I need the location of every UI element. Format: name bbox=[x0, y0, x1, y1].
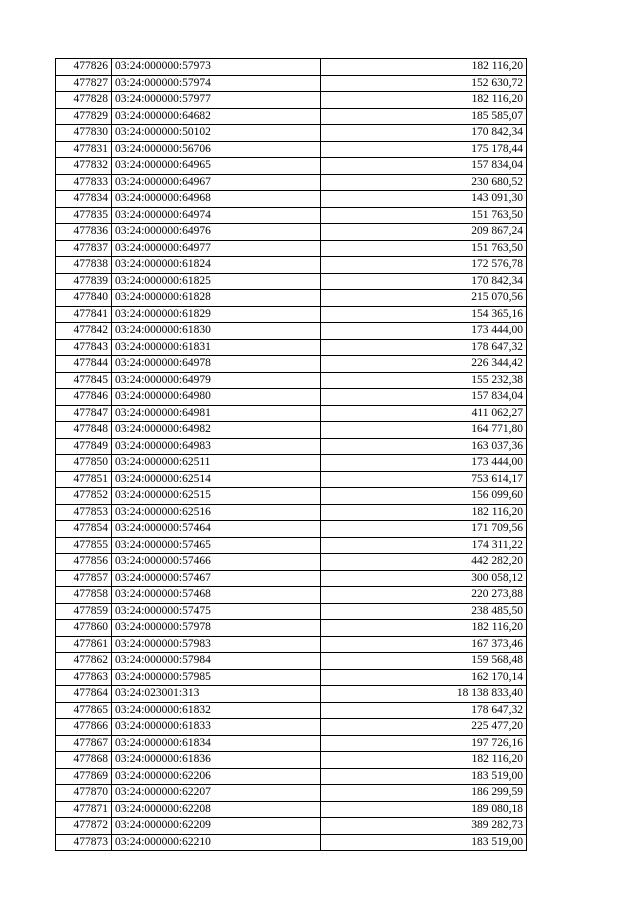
cadastral-number-cell: 03:24:000000:61832 bbox=[112, 702, 321, 719]
cadastral-value-cell: 178 647,32 bbox=[321, 339, 527, 356]
table-row bbox=[56, 125, 527, 142]
cadastral-value-cell: 300 058,12 bbox=[321, 570, 527, 587]
cadastral-value-cell: 753 614,17 bbox=[321, 471, 527, 488]
table-row bbox=[56, 108, 527, 125]
cadastral-value-cell: 226 344,42 bbox=[321, 356, 527, 373]
cadastral-value-cell: 182 116,20 bbox=[321, 504, 527, 521]
cadastral-value-cell: 156 099,60 bbox=[321, 488, 527, 505]
table-row bbox=[56, 59, 527, 76]
table-row bbox=[56, 653, 527, 670]
cadastral-value-cell: 151 763,50 bbox=[321, 240, 527, 257]
cadastral-number-cell: 03:24:000000:57467 bbox=[112, 570, 321, 587]
cadastral-number-cell: 03:24:000000:56706 bbox=[112, 141, 321, 158]
cadastral-value-cell: 186 299,59 bbox=[321, 785, 527, 802]
cadastral-number-cell: 03:24:000000:62515 bbox=[112, 488, 321, 505]
row-number-cell: 477863 bbox=[56, 669, 112, 686]
table-row bbox=[56, 290, 527, 307]
table-row bbox=[56, 389, 527, 406]
table-row bbox=[56, 554, 527, 571]
cadastral-value-cell: 173 444,00 bbox=[321, 455, 527, 472]
cadastral-value-table bbox=[55, 58, 527, 851]
cadastral-number-cell: 03:24:000000:57978 bbox=[112, 620, 321, 637]
cadastral-number-cell: 03:24:000000:62206 bbox=[112, 768, 321, 785]
row-number-cell: 477850 bbox=[56, 455, 112, 472]
row-number-cell: 477860 bbox=[56, 620, 112, 637]
cadastral-value-cell: 238 485,50 bbox=[321, 603, 527, 620]
row-number-cell: 477840 bbox=[56, 290, 112, 307]
table-row bbox=[56, 273, 527, 290]
row-number-cell: 477857 bbox=[56, 570, 112, 587]
document-page bbox=[55, 58, 527, 851]
row-number-cell: 477849 bbox=[56, 438, 112, 455]
cadastral-number-cell: 03:24:000000:57468 bbox=[112, 587, 321, 604]
row-number-cell: 477827 bbox=[56, 75, 112, 92]
table-row bbox=[56, 306, 527, 323]
row-number-cell: 477853 bbox=[56, 504, 112, 521]
row-number-cell: 477843 bbox=[56, 339, 112, 356]
cadastral-value-cell: 164 771,80 bbox=[321, 422, 527, 439]
table-row bbox=[56, 570, 527, 587]
row-number-cell: 477854 bbox=[56, 521, 112, 538]
cadastral-number-cell: 03:24:000000:57475 bbox=[112, 603, 321, 620]
cadastral-number-cell: 03:24:000000:57983 bbox=[112, 636, 321, 653]
table-row bbox=[56, 356, 527, 373]
cadastral-value-cell: 170 842,34 bbox=[321, 273, 527, 290]
table-row bbox=[56, 339, 527, 356]
row-number-cell: 477862 bbox=[56, 653, 112, 670]
row-number-cell: 477833 bbox=[56, 174, 112, 191]
cadastral-value-cell: 175 178,44 bbox=[321, 141, 527, 158]
table-row bbox=[56, 669, 527, 686]
cadastral-number-cell: 03:24:000000:62210 bbox=[112, 834, 321, 851]
table-row bbox=[56, 537, 527, 554]
cadastral-number-cell: 03:24:000000:61831 bbox=[112, 339, 321, 356]
table-row bbox=[56, 702, 527, 719]
row-number-cell: 477870 bbox=[56, 785, 112, 802]
cadastral-value-cell: 209 867,24 bbox=[321, 224, 527, 241]
cadastral-number-cell: 03:24:023001:313 bbox=[112, 686, 321, 703]
row-number-cell: 477832 bbox=[56, 158, 112, 175]
cadastral-value-cell: 173 444,00 bbox=[321, 323, 527, 340]
cadastral-number-cell: 03:24:000000:57464 bbox=[112, 521, 321, 538]
table-row bbox=[56, 719, 527, 736]
cadastral-value-cell: 182 116,20 bbox=[321, 59, 527, 76]
cadastral-value-cell: 178 647,32 bbox=[321, 702, 527, 719]
cadastral-number-cell: 03:24:000000:62207 bbox=[112, 785, 321, 802]
cadastral-number-cell: 03:24:000000:64682 bbox=[112, 108, 321, 125]
row-number-cell: 477867 bbox=[56, 735, 112, 752]
cadastral-number-cell: 03:24:000000:64978 bbox=[112, 356, 321, 373]
cadastral-number-cell: 03:24:000000:57973 bbox=[112, 59, 321, 76]
row-number-cell: 477858 bbox=[56, 587, 112, 604]
cadastral-value-cell: 159 568,48 bbox=[321, 653, 527, 670]
cadastral-value-cell: 151 763,50 bbox=[321, 207, 527, 224]
cadastral-value-cell: 162 170,14 bbox=[321, 669, 527, 686]
row-number-cell: 477864 bbox=[56, 686, 112, 703]
cadastral-number-cell: 03:24:000000:61825 bbox=[112, 273, 321, 290]
cadastral-number-cell: 03:24:000000:64976 bbox=[112, 224, 321, 241]
cadastral-value-cell: 411 062,27 bbox=[321, 405, 527, 422]
cadastral-number-cell: 03:24:000000:64965 bbox=[112, 158, 321, 175]
cadastral-value-cell: 143 091,30 bbox=[321, 191, 527, 208]
row-number-cell: 477831 bbox=[56, 141, 112, 158]
table-body bbox=[56, 59, 527, 851]
row-number-cell: 477859 bbox=[56, 603, 112, 620]
row-number-cell: 477842 bbox=[56, 323, 112, 340]
table-row bbox=[56, 686, 527, 703]
row-number-cell: 477855 bbox=[56, 537, 112, 554]
cadastral-number-cell: 03:24:000000:64980 bbox=[112, 389, 321, 406]
cadastral-number-cell: 03:24:000000:61834 bbox=[112, 735, 321, 752]
table-row bbox=[56, 752, 527, 769]
cadastral-number-cell: 03:24:000000:62514 bbox=[112, 471, 321, 488]
table-row bbox=[56, 422, 527, 439]
row-number-cell: 477873 bbox=[56, 834, 112, 851]
table-row bbox=[56, 785, 527, 802]
cadastral-value-cell: 171 709,56 bbox=[321, 521, 527, 538]
cadastral-value-cell: 174 311,22 bbox=[321, 537, 527, 554]
table-row bbox=[56, 818, 527, 835]
cadastral-value-cell: 167 373,46 bbox=[321, 636, 527, 653]
row-number-cell: 477826 bbox=[56, 59, 112, 76]
cadastral-value-cell: 183 519,00 bbox=[321, 834, 527, 851]
cadastral-number-cell: 03:24:000000:61829 bbox=[112, 306, 321, 323]
cadastral-value-cell: 183 519,00 bbox=[321, 768, 527, 785]
row-number-cell: 477838 bbox=[56, 257, 112, 274]
table-row bbox=[56, 174, 527, 191]
table-row bbox=[56, 504, 527, 521]
row-number-cell: 477841 bbox=[56, 306, 112, 323]
cadastral-value-cell: 389 282,73 bbox=[321, 818, 527, 835]
cadastral-number-cell: 03:24:000000:62511 bbox=[112, 455, 321, 472]
table-row bbox=[56, 92, 527, 109]
cadastral-number-cell: 03:24:000000:57465 bbox=[112, 537, 321, 554]
table-row bbox=[56, 620, 527, 637]
cadastral-value-cell: 185 585,07 bbox=[321, 108, 527, 125]
cadastral-number-cell: 03:24:000000:57984 bbox=[112, 653, 321, 670]
table-row bbox=[56, 158, 527, 175]
table-row bbox=[56, 834, 527, 851]
cadastral-value-cell: 182 116,20 bbox=[321, 92, 527, 109]
cadastral-number-cell: 03:24:000000:61830 bbox=[112, 323, 321, 340]
row-number-cell: 477829 bbox=[56, 108, 112, 125]
table-row bbox=[56, 636, 527, 653]
table-row bbox=[56, 372, 527, 389]
row-number-cell: 477828 bbox=[56, 92, 112, 109]
cadastral-value-cell: 220 273,88 bbox=[321, 587, 527, 604]
cadastral-value-cell: 152 630,72 bbox=[321, 75, 527, 92]
table-row bbox=[56, 224, 527, 241]
row-number-cell: 477865 bbox=[56, 702, 112, 719]
cadastral-number-cell: 03:24:000000:64982 bbox=[112, 422, 321, 439]
row-number-cell: 477844 bbox=[56, 356, 112, 373]
table-row bbox=[56, 207, 527, 224]
cadastral-number-cell: 03:24:000000:64981 bbox=[112, 405, 321, 422]
cadastral-number-cell: 03:24:000000:57977 bbox=[112, 92, 321, 109]
cadastral-value-cell: 157 834,04 bbox=[321, 389, 527, 406]
cadastral-value-cell: 170 842,34 bbox=[321, 125, 527, 142]
row-number-cell: 477848 bbox=[56, 422, 112, 439]
row-number-cell: 477871 bbox=[56, 801, 112, 818]
row-number-cell: 477851 bbox=[56, 471, 112, 488]
row-number-cell: 477830 bbox=[56, 125, 112, 142]
table-row bbox=[56, 191, 527, 208]
cadastral-value-cell: 18 138 833,40 bbox=[321, 686, 527, 703]
cadastral-number-cell: 03:24:000000:62516 bbox=[112, 504, 321, 521]
cadastral-value-cell: 197 726,16 bbox=[321, 735, 527, 752]
cadastral-value-cell: 163 037,36 bbox=[321, 438, 527, 455]
cadastral-value-cell: 215 070,56 bbox=[321, 290, 527, 307]
cadastral-number-cell: 03:24:000000:64979 bbox=[112, 372, 321, 389]
table-row bbox=[56, 587, 527, 604]
cadastral-value-cell: 155 232,38 bbox=[321, 372, 527, 389]
cadastral-number-cell: 03:24:000000:64977 bbox=[112, 240, 321, 257]
table-row bbox=[56, 603, 527, 620]
row-number-cell: 477861 bbox=[56, 636, 112, 653]
cadastral-number-cell: 03:24:000000:64983 bbox=[112, 438, 321, 455]
cadastral-value-cell: 182 116,20 bbox=[321, 620, 527, 637]
cadastral-value-cell: 182 116,20 bbox=[321, 752, 527, 769]
cadastral-value-cell: 189 080,18 bbox=[321, 801, 527, 818]
cadastral-number-cell: 03:24:000000:64968 bbox=[112, 191, 321, 208]
row-number-cell: 477856 bbox=[56, 554, 112, 571]
cadastral-number-cell: 03:24:000000:57974 bbox=[112, 75, 321, 92]
row-number-cell: 477847 bbox=[56, 405, 112, 422]
cadastral-number-cell: 03:24:000000:62208 bbox=[112, 801, 321, 818]
cadastral-value-cell: 230 680,52 bbox=[321, 174, 527, 191]
cadastral-value-cell: 442 282,20 bbox=[321, 554, 527, 571]
cadastral-value-cell: 154 365,16 bbox=[321, 306, 527, 323]
table-row bbox=[56, 257, 527, 274]
cadastral-number-cell: 03:24:000000:64974 bbox=[112, 207, 321, 224]
table-row bbox=[56, 768, 527, 785]
table-row bbox=[56, 240, 527, 257]
row-number-cell: 477866 bbox=[56, 719, 112, 736]
row-number-cell: 477868 bbox=[56, 752, 112, 769]
cadastral-number-cell: 03:24:000000:57985 bbox=[112, 669, 321, 686]
cadastral-number-cell: 03:24:000000:64967 bbox=[112, 174, 321, 191]
row-number-cell: 477836 bbox=[56, 224, 112, 241]
table-row bbox=[56, 735, 527, 752]
row-number-cell: 477872 bbox=[56, 818, 112, 835]
table-row bbox=[56, 801, 527, 818]
table-row bbox=[56, 405, 527, 422]
row-number-cell: 477869 bbox=[56, 768, 112, 785]
row-number-cell: 477837 bbox=[56, 240, 112, 257]
table-row bbox=[56, 141, 527, 158]
cadastral-number-cell: 03:24:000000:62209 bbox=[112, 818, 321, 835]
cadastral-number-cell: 03:24:000000:61828 bbox=[112, 290, 321, 307]
cadastral-number-cell: 03:24:000000:57466 bbox=[112, 554, 321, 571]
table-row bbox=[56, 521, 527, 538]
cadastral-number-cell: 03:24:000000:61824 bbox=[112, 257, 321, 274]
table-row bbox=[56, 488, 527, 505]
row-number-cell: 477834 bbox=[56, 191, 112, 208]
table-row bbox=[56, 471, 527, 488]
cadastral-number-cell: 03:24:000000:61836 bbox=[112, 752, 321, 769]
cadastral-value-cell: 157 834,04 bbox=[321, 158, 527, 175]
table-row bbox=[56, 323, 527, 340]
cadastral-number-cell: 03:24:000000:50102 bbox=[112, 125, 321, 142]
cadastral-number-cell: 03:24:000000:61833 bbox=[112, 719, 321, 736]
table-row bbox=[56, 455, 527, 472]
cadastral-value-cell: 172 576,78 bbox=[321, 257, 527, 274]
table-row bbox=[56, 75, 527, 92]
row-number-cell: 477846 bbox=[56, 389, 112, 406]
row-number-cell: 477835 bbox=[56, 207, 112, 224]
cadastral-value-cell: 225 477,20 bbox=[321, 719, 527, 736]
row-number-cell: 477839 bbox=[56, 273, 112, 290]
row-number-cell: 477852 bbox=[56, 488, 112, 505]
row-number-cell: 477845 bbox=[56, 372, 112, 389]
table-row bbox=[56, 438, 527, 455]
